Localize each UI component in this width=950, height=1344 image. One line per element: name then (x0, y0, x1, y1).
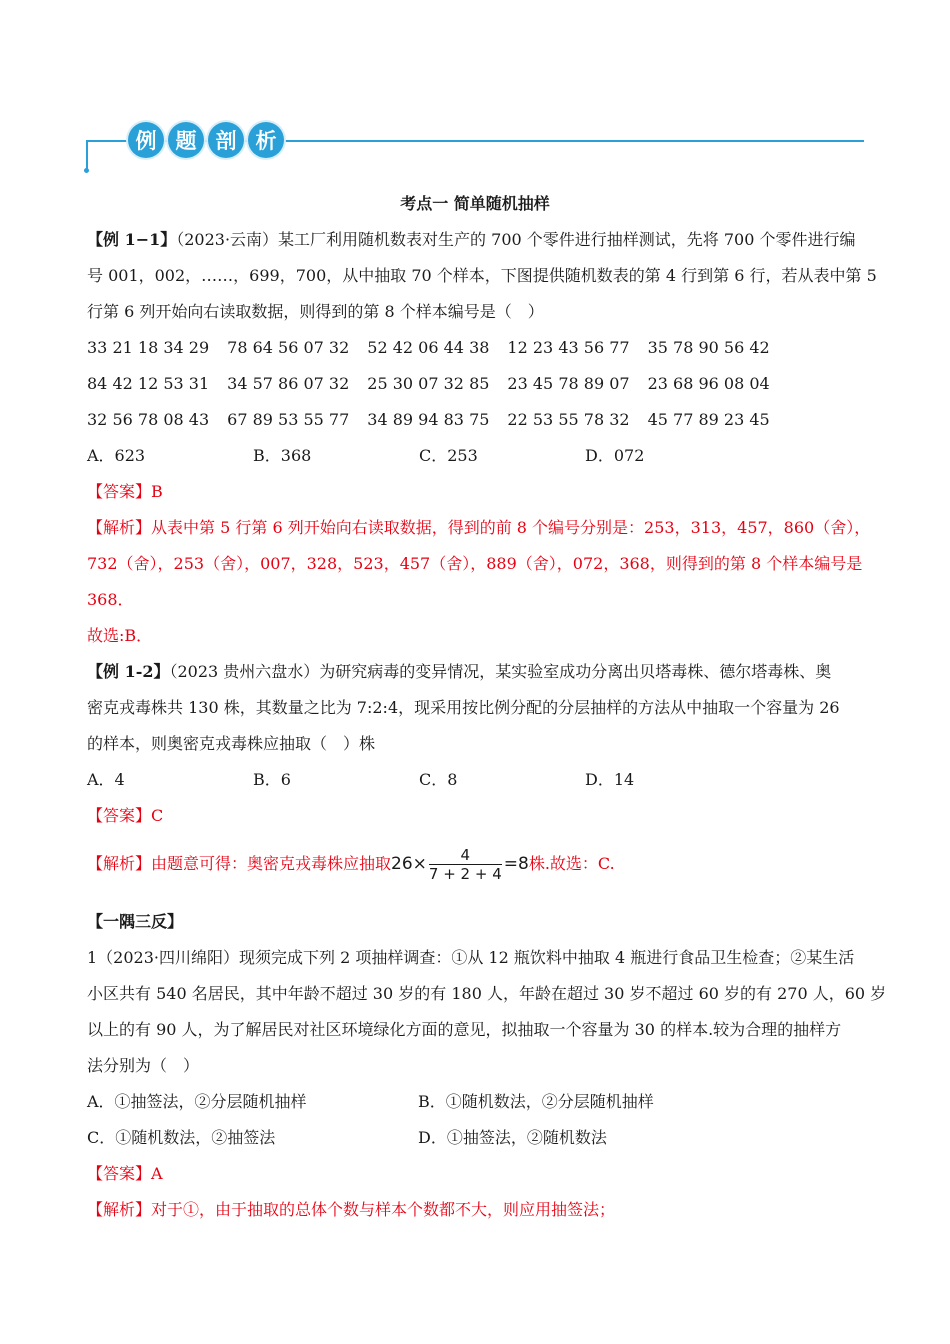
answer: 【答案】A (87, 1164, 163, 1183)
options-row (87, 762, 863, 798)
option-a: A．4 (87, 770, 125, 789)
example-1-2-line: 【例 1-2】（2023 贵州六盘水）为研究病毒的变异情况，某实验室成功分离出贝塔毒株、德尔塔毒株、奥 (87, 662, 832, 681)
table-cell: 34 57 86 07 32 (227, 374, 350, 393)
practice-line: 小区共有 540 名居民，其中年龄不超过 30 岁的有 180 人，年龄在超过 30 岁不超过 60 岁的有 270 人，60 岁 (87, 984, 887, 1003)
options-row (87, 438, 863, 474)
example-1-1-line: 号 001，002，……，699，700，从中抽取 70 个样本，下图提供随机数表的第 4 行到第 6 行，若从表中第 5 (87, 266, 877, 285)
analysis-line: 【解析】从表中第 5 行第 6 列开始向右读取数据，得到的前 8 个编号分别是：253，313，457，860（舍）， (87, 518, 871, 537)
option-c: C．①随机数法，②抽签法 (87, 1128, 276, 1147)
analysis-line: 【解析】对于①，由于抽取的总体个数与样本个数都不大，则应用抽签法； (87, 1200, 616, 1219)
option-c: C．253 (419, 446, 478, 465)
practice-line: 1（2023·四川绵阳）现须完成下列 2 项抽样调查：①从 12 瓶饮料中抽取 4 瓶进行食品卫生检查；②某生活 (87, 948, 855, 967)
formula-result: =8 (503, 854, 529, 874)
practice-heading: 【一隅三反】 (87, 912, 184, 931)
formula-lead: 26× (391, 854, 427, 874)
example-1-1-line: 【例 1−1】（2023·云南）某工厂利用随机数表对生产的 700 个零件进行抽样测试，先将 700 个零件进行编 (87, 230, 856, 249)
option-d: D．①抽签法，②随机数法 (418, 1128, 607, 1147)
table-cell: 34 89 94 83 75 (367, 410, 490, 429)
practice-line: 以上的有 90 人，为了解居民对社区环境绿化方面的意见，拟抽取一个容量为 30 的样本.较为合理的抽样方 (87, 1020, 842, 1039)
option-c: C．8 (419, 770, 458, 789)
table-cell: 23 68 96 08 04 (647, 374, 770, 393)
option-b: B．6 (253, 770, 291, 789)
table-cell: 33 21 18 34 29 (87, 338, 210, 357)
table-cell: 32 56 78 08 43 (87, 410, 210, 429)
example-1-2-line: 密克戎毒株共 130 株，其数量之比为 7:2:4，现采用按比例分配的分层抽样的方法从中抽取一个容量为 26 (87, 698, 840, 717)
table-cell: 52 42 06 44 38 (367, 338, 490, 357)
answer: 【答案】C (87, 806, 164, 825)
document-body (87, 186, 887, 1228)
analysis-line: 【解析】由题意可得：奥密克戎毒株应抽取26× $\frac{4}{7 + 2 + 4}$ =8株.故选：C. (87, 846, 615, 883)
options-row (87, 1120, 863, 1156)
options-row (87, 1084, 863, 1120)
fraction (429, 846, 502, 883)
table-cell: 45 77 89 23 45 (647, 410, 770, 429)
random-table-row (87, 330, 863, 366)
practice-line: 法分别为（ ） (87, 1056, 200, 1075)
section-banner (86, 120, 866, 175)
analysis-line: 732（舍），253（舍），007，328，523，457（舍），889（舍），072，368，则得到的第 8 个样本编号是 (87, 554, 863, 573)
banner-char: 例 (128, 122, 164, 158)
banner-dot (84, 168, 89, 173)
option-b: B．368 (253, 446, 312, 465)
table-cell: 35 78 90 56 42 (647, 338, 770, 357)
option-d: D．072 (585, 446, 645, 465)
banner-corner-line (86, 140, 88, 170)
table-cell: 78 64 56 07 32 (227, 338, 350, 357)
table-cell: 25 30 07 32 85 (367, 374, 490, 393)
example-1-2-line: 的样本，则奥密克戎毒株应抽取（ ）株 (87, 734, 376, 753)
table-cell: 67 89 53 55 77 (227, 410, 350, 429)
banner-char: 题 (168, 122, 204, 158)
example-tag: 【例 1−1】 (87, 230, 177, 249)
option-b: B．①随机数法，②分层随机抽样 (418, 1092, 654, 1111)
analysis-line: 故选:B． (87, 626, 153, 645)
option-a: A．623 (87, 446, 146, 465)
option-d: D．14 (585, 770, 635, 789)
random-table-row (87, 402, 863, 438)
section-title: 考点一 简单随机抽样 (400, 194, 550, 213)
fraction-numerator: 4 (429, 846, 502, 865)
table-cell: 22 53 55 78 32 (507, 410, 630, 429)
table-cell: 23 45 78 89 07 (507, 374, 630, 393)
example-1-1-line: 行第 6 列开始向右读取数据，则得到的第 8 个样本编号是（ ） (87, 302, 544, 321)
analysis-line: 368． (87, 590, 134, 609)
random-table-row (87, 366, 863, 402)
banner-title (128, 122, 284, 158)
table-cell: 12 23 43 56 77 (507, 338, 630, 357)
fraction-denominator: 7 + 2 + 4 (428, 865, 502, 883)
banner-char: 剖 (208, 122, 244, 158)
answer: 【答案】B (87, 482, 163, 501)
banner-char: 析 (248, 122, 284, 158)
table-cell: 84 42 12 53 31 (87, 374, 210, 393)
example-tag: 【例 1-2】 (87, 662, 170, 681)
option-a: A．①抽签法，②分层随机抽样 (87, 1092, 307, 1111)
